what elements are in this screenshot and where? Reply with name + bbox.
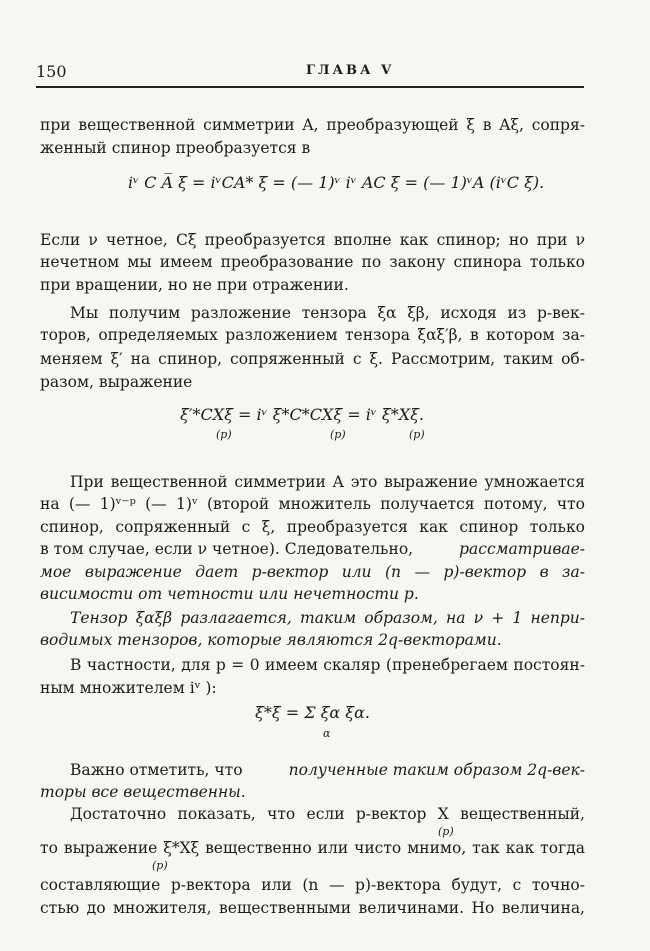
equation-3-subscript: α bbox=[323, 727, 331, 740]
text-span: Важно отметить, что bbox=[70, 761, 243, 779]
text-line: ным множителем iᵛ ): bbox=[40, 679, 217, 697]
text-line: при вращении, но не при отражении. bbox=[40, 276, 349, 294]
equation-2-subscript: (p) bbox=[409, 428, 425, 441]
text-line: на (— 1)ᵛ⁻ᵖ (— 1)ᵛ (второй множитель получается потому, что bbox=[40, 495, 585, 513]
text-line: висимости от четности или нечетности p. bbox=[40, 585, 419, 603]
text-line: нечетном мы имеем преобразование по закону спинора только bbox=[40, 253, 585, 271]
line-subscript: (p) bbox=[152, 859, 168, 872]
text-line: Достаточно показать, что если p-вектор X вещественный, bbox=[70, 805, 585, 823]
text-line: меняем ξ′ на спинор, сопряженный с ξ. Рассмотрим, таким об- bbox=[40, 350, 585, 368]
equation-3: ξ̅*ξ = Σ ξα ξ̅α. bbox=[255, 703, 371, 722]
text-line: спинор, сопряженный с ξ, преобразуется как спинор только bbox=[40, 518, 585, 536]
line-subscript: (p) bbox=[438, 825, 454, 838]
text-span: в том случае, если ν четное). Следовательно, bbox=[40, 540, 414, 558]
chapter-title: ГЛАВА V bbox=[306, 63, 395, 78]
equation-2: ξ′*CXξ = iᵛ ξ̅*C*CXξ = iᵛ ξ̅*Xξ. bbox=[180, 405, 424, 424]
equation-1: iᵛ C A̅ ξ̅ = iᵛCA* ξ̅ = (— 1)ᵛ iᵛ AC ξ̅ = (— 1)ᵛA (iᵛC ξ̅). bbox=[128, 173, 545, 192]
text-line: Если ν четное, Cξ̅ преобразуется вполне как спинор; но при ν bbox=[40, 231, 585, 249]
equation-2-subscript: (p) bbox=[330, 428, 346, 441]
text-line: мое выражение дает p-вектор или (n — p)-вектор в за- bbox=[40, 563, 585, 581]
text-line: В частности, для p = 0 имеем скаляр (пренебрегаем постоян- bbox=[70, 656, 585, 674]
page-number: 150 bbox=[36, 62, 67, 81]
header-rule bbox=[36, 86, 584, 88]
text-line: при вещественной симметрии A, преобразующей ξ в Aξ, сопря- bbox=[40, 116, 585, 134]
text-line: водимых тензоров, которые являются 2q-векторами. bbox=[40, 631, 502, 649]
italic-span: рассматривае- bbox=[459, 540, 585, 558]
text-line: женный спинор преобразуется в bbox=[40, 139, 311, 157]
page-header bbox=[36, 60, 582, 82]
text-line: При вещественной симметрии A это выражение умножается bbox=[70, 473, 585, 491]
text-line: Мы получим разложение тензора ξα ξ̅β, исходя из p-век- bbox=[70, 304, 585, 322]
text-line: то выражение ξ̅*Xξ вещественно или чисто мнимо, так как тогда bbox=[40, 839, 585, 857]
text-line bbox=[70, 760, 585, 780]
italic-span: полученные таким образом 2q-век- bbox=[288, 761, 585, 779]
equation-2-subscript: (p) bbox=[216, 428, 232, 441]
text-line: торов, определяемых разложением тензора ξαξ′β, в котором за- bbox=[40, 326, 585, 344]
text-line: Тензор ξαξ̅β разлагается, таким образом, на ν + 1 непри- bbox=[70, 609, 585, 627]
text-line: торы все вещественны. bbox=[40, 783, 246, 801]
text-line: составляющие p-вектора или (n — p)-вектора будут, с точно- bbox=[40, 876, 585, 894]
text-line bbox=[40, 539, 585, 559]
text-line: разом, выражение bbox=[40, 373, 193, 391]
text-line: стью до множителя, вещественными величинами. Но величина, bbox=[40, 899, 585, 917]
